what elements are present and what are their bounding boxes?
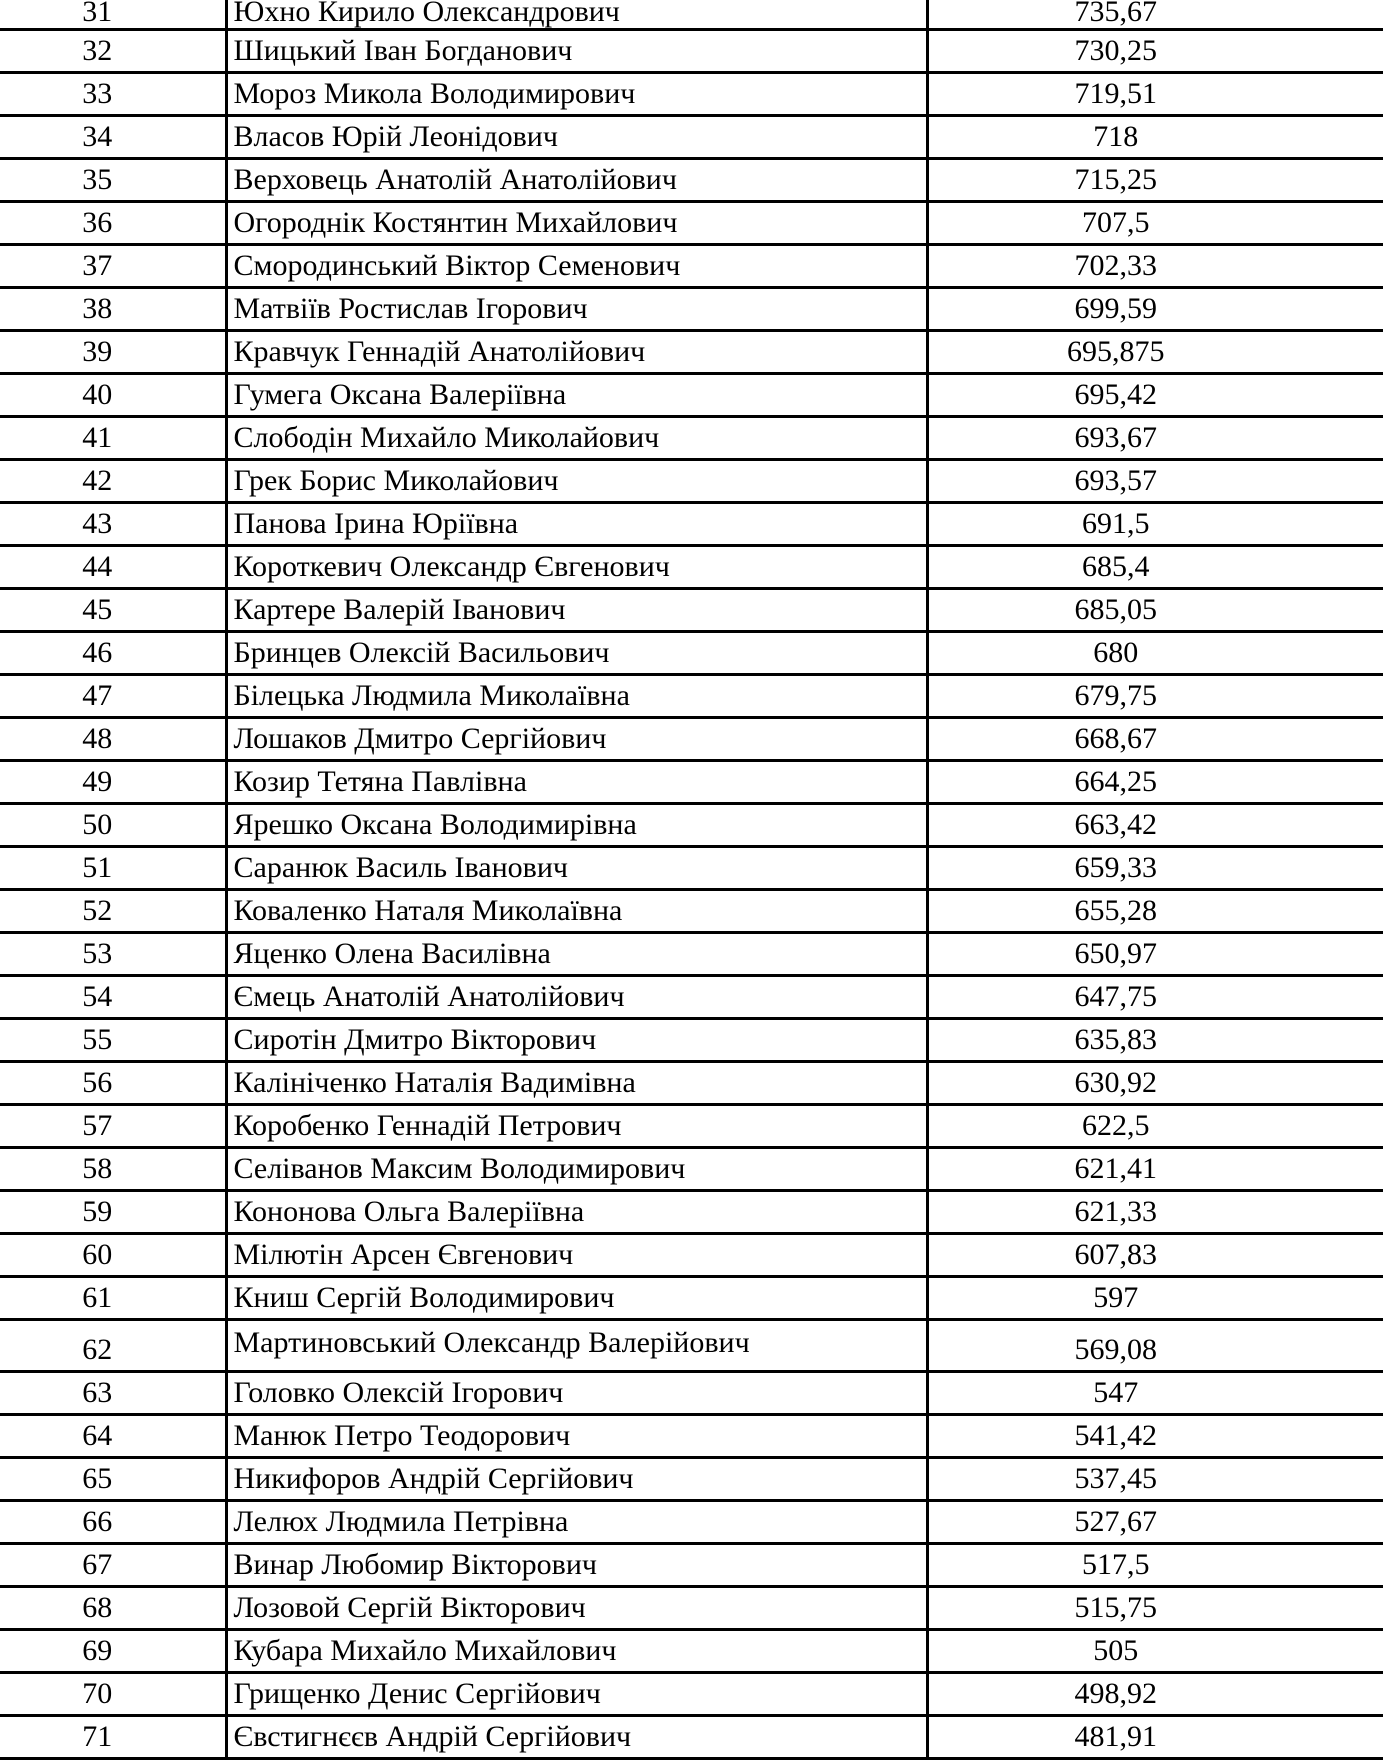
full-name-cell: Смородинський Віктор Семенович <box>226 245 927 288</box>
score-cell: 695,42 <box>927 374 1383 417</box>
row-number-cell: 37 <box>0 245 226 288</box>
full-name-cell: Яценко Олена Василівна <box>226 933 927 976</box>
full-name-cell: Ємець Анатолій Анатолійович <box>226 976 927 1019</box>
table-row <box>0 1415 1383 1458</box>
full-name-cell: Калініченко Наталія Вадимівна <box>226 1062 927 1105</box>
table-row <box>0 1458 1383 1501</box>
full-name-cell: Манюк Петро Теодорович <box>226 1415 927 1458</box>
full-name-cell: Короткевич Олександр Євгенович <box>226 546 927 589</box>
full-name-cell: Мороз Микола Володимирович <box>226 73 927 116</box>
row-number-cell: 66 <box>0 1501 226 1544</box>
score-cell: 659,33 <box>927 847 1383 890</box>
full-name-cell: Грек Борис Миколайович <box>226 460 927 503</box>
row-number-cell: 58 <box>0 1148 226 1191</box>
table-row <box>0 374 1383 417</box>
row-number-cell: 34 <box>0 116 226 159</box>
table-row <box>0 288 1383 331</box>
row-number-cell: 50 <box>0 804 226 847</box>
score-cell: 695,875 <box>927 331 1383 374</box>
score-cell: 541,42 <box>927 1415 1383 1458</box>
row-number-cell: 68 <box>0 1587 226 1630</box>
score-cell: 702,33 <box>927 245 1383 288</box>
full-name-cell: Винар Любомир Вікторович <box>226 1544 927 1587</box>
table-row <box>0 1501 1383 1544</box>
table-row <box>0 1234 1383 1277</box>
row-number-cell: 61 <box>0 1277 226 1320</box>
row-number-cell: 57 <box>0 1105 226 1148</box>
full-name-cell: Книш Сергій Володимирович <box>226 1277 927 1320</box>
row-number-cell: 51 <box>0 847 226 890</box>
score-cell: 718 <box>927 116 1383 159</box>
row-number-cell: 53 <box>0 933 226 976</box>
table-row <box>0 804 1383 847</box>
table-row <box>0 546 1383 589</box>
table-row <box>0 116 1383 159</box>
row-number-cell: 42 <box>0 460 226 503</box>
full-name-cell: Головко Олексій Ігорович <box>226 1372 927 1415</box>
table-row <box>0 460 1383 503</box>
full-name-cell: Власов Юрій Леонідович <box>226 116 927 159</box>
table-row <box>0 0 1383 30</box>
row-number-cell: 60 <box>0 1234 226 1277</box>
row-number-cell: 36 <box>0 202 226 245</box>
row-number-cell: 71 <box>0 1716 226 1759</box>
table-row <box>0 933 1383 976</box>
table-row <box>0 30 1383 73</box>
full-name-cell: Сиротін Дмитро Вікторович <box>226 1019 927 1062</box>
row-number-cell: 35 <box>0 159 226 202</box>
row-number-cell: 38 <box>0 288 226 331</box>
row-number-cell: 40 <box>0 374 226 417</box>
score-cell: 650,97 <box>927 933 1383 976</box>
full-name-cell: Лелюх Людмила Петрівна <box>226 1501 927 1544</box>
table-row <box>0 1191 1383 1234</box>
score-cell: 607,83 <box>927 1234 1383 1277</box>
full-name-cell: Селіванов Максим Володимирович <box>226 1148 927 1191</box>
table-row <box>0 1630 1383 1673</box>
score-cell: 693,57 <box>927 460 1383 503</box>
row-number-cell: 47 <box>0 675 226 718</box>
row-number-cell: 41 <box>0 417 226 460</box>
full-name-cell: Лозовой Сергій Вікторович <box>226 1587 927 1630</box>
score-cell: 679,75 <box>927 675 1383 718</box>
score-cell: 735,67 <box>927 0 1383 30</box>
table-row <box>0 245 1383 288</box>
row-number-cell: 43 <box>0 503 226 546</box>
table-row <box>0 847 1383 890</box>
row-number-cell: 56 <box>0 1062 226 1105</box>
score-cell: 569,08 <box>927 1320 1383 1372</box>
full-name-cell: Гумега Оксана Валеріївна <box>226 374 927 417</box>
row-number-cell: 46 <box>0 632 226 675</box>
table-row <box>0 73 1383 116</box>
table-row <box>0 1148 1383 1191</box>
full-name-cell: Лошаков Дмитро Сергійович <box>226 718 927 761</box>
score-cell: 668,67 <box>927 718 1383 761</box>
score-cell: 498,92 <box>927 1673 1383 1716</box>
score-cell: 635,83 <box>927 1019 1383 1062</box>
table-row <box>0 589 1383 632</box>
table-row <box>0 202 1383 245</box>
row-number-cell: 48 <box>0 718 226 761</box>
full-name-cell: Матвіїв Ростислав Ігорович <box>226 288 927 331</box>
full-name-cell: Никифоров Андрій Сергійович <box>226 1458 927 1501</box>
score-cell: 622,5 <box>927 1105 1383 1148</box>
full-name-cell: Ярешко Оксана Володимирівна <box>226 804 927 847</box>
full-name-cell: Євстигнєєв Андрій Сергійович <box>226 1716 927 1759</box>
row-number-cell: 49 <box>0 761 226 804</box>
score-cell: 693,67 <box>927 417 1383 460</box>
full-name-cell: Мартиновський Олександр Валерійович <box>226 1320 927 1372</box>
row-number-cell: 45 <box>0 589 226 632</box>
table-row <box>0 1716 1383 1759</box>
full-name-cell: Кононова Ольга Валеріївна <box>226 1191 927 1234</box>
full-name-cell: Грищенко Денис Сергійович <box>226 1673 927 1716</box>
full-name-cell: Панова Ірина Юріївна <box>226 503 927 546</box>
full-name-cell: Картере Валерій Іванович <box>226 589 927 632</box>
full-name-cell: Кравчук Геннадій Анатолійович <box>226 331 927 374</box>
table-row <box>0 1019 1383 1062</box>
row-number-cell: 54 <box>0 976 226 1019</box>
full-name-cell: Кубара Михайло Михайлович <box>226 1630 927 1673</box>
table-row <box>0 159 1383 202</box>
score-cell: 517,5 <box>927 1544 1383 1587</box>
table-row <box>0 976 1383 1019</box>
table-row <box>0 718 1383 761</box>
row-number-cell: 39 <box>0 331 226 374</box>
full-name-cell: Мілютін Арсен Євгенович <box>226 1234 927 1277</box>
row-number-cell: 67 <box>0 1544 226 1587</box>
row-number-cell: 33 <box>0 73 226 116</box>
score-cell: 515,75 <box>927 1587 1383 1630</box>
table-row <box>0 675 1383 718</box>
full-name-cell: Саранюк Василь Іванович <box>226 847 927 890</box>
full-name-cell: Слободін Михайло Миколайович <box>226 417 927 460</box>
table-row <box>0 1544 1383 1587</box>
score-cell: 505 <box>927 1630 1383 1673</box>
score-cell: 663,42 <box>927 804 1383 847</box>
score-cell: 699,59 <box>927 288 1383 331</box>
row-number-cell: 62 <box>0 1320 226 1372</box>
full-name-cell: Коробенко Геннадій Петрович <box>226 1105 927 1148</box>
full-name-cell: Коваленко Наталя Миколаївна <box>226 890 927 933</box>
table-row <box>0 1105 1383 1148</box>
full-name-cell: Козир Тетяна Павлівна <box>226 761 927 804</box>
row-number-cell: 52 <box>0 890 226 933</box>
score-cell: 685,05 <box>927 589 1383 632</box>
score-cell: 537,45 <box>927 1458 1383 1501</box>
full-name-cell: Шицький Іван Богданович <box>226 30 927 73</box>
row-number-cell: 44 <box>0 546 226 589</box>
table-row <box>0 890 1383 933</box>
table-row <box>0 1673 1383 1716</box>
table-row <box>0 1062 1383 1105</box>
score-cell: 527,67 <box>927 1501 1383 1544</box>
row-number-cell: 65 <box>0 1458 226 1501</box>
score-cell: 647,75 <box>927 976 1383 1019</box>
full-name-cell: Юхно Кирило Олександрович <box>226 0 927 30</box>
table-row <box>0 417 1383 460</box>
table-row <box>0 331 1383 374</box>
score-cell: 685,4 <box>927 546 1383 589</box>
table-row <box>0 761 1383 804</box>
score-cell: 597 <box>927 1277 1383 1320</box>
score-cell: 707,5 <box>927 202 1383 245</box>
row-number-cell: 63 <box>0 1372 226 1415</box>
row-number-cell: 55 <box>0 1019 226 1062</box>
score-cell: 630,92 <box>927 1062 1383 1105</box>
score-cell: 621,41 <box>927 1148 1383 1191</box>
row-number-cell: 59 <box>0 1191 226 1234</box>
full-name-cell: Огороднік Костянтин Михайлович <box>226 202 927 245</box>
full-name-cell: Бринцев Олексій Васильович <box>226 632 927 675</box>
score-cell: 730,25 <box>927 30 1383 73</box>
score-cell: 664,25 <box>927 761 1383 804</box>
row-number-cell: 31 <box>0 0 226 30</box>
table-row <box>0 1372 1383 1415</box>
score-cell: 481,91 <box>927 1716 1383 1759</box>
score-cell: 691,5 <box>927 503 1383 546</box>
score-cell: 655,28 <box>927 890 1383 933</box>
full-name-cell: Білецька Людмила Миколаївна <box>226 675 927 718</box>
score-cell: 719,51 <box>927 73 1383 116</box>
score-cell: 547 <box>927 1372 1383 1415</box>
row-number-cell: 69 <box>0 1630 226 1673</box>
table-row <box>0 632 1383 675</box>
table-row <box>0 1277 1383 1320</box>
score-cell: 715,25 <box>927 159 1383 202</box>
score-cell: 621,33 <box>927 1191 1383 1234</box>
table-row <box>0 1320 1383 1372</box>
score-cell: 680 <box>927 632 1383 675</box>
full-name-cell: Верховець Анатолій Анатолійович <box>226 159 927 202</box>
row-number-cell: 64 <box>0 1415 226 1458</box>
row-number-cell: 70 <box>0 1673 226 1716</box>
table-row <box>0 503 1383 546</box>
row-number-cell: 32 <box>0 30 226 73</box>
table-row <box>0 1587 1383 1630</box>
